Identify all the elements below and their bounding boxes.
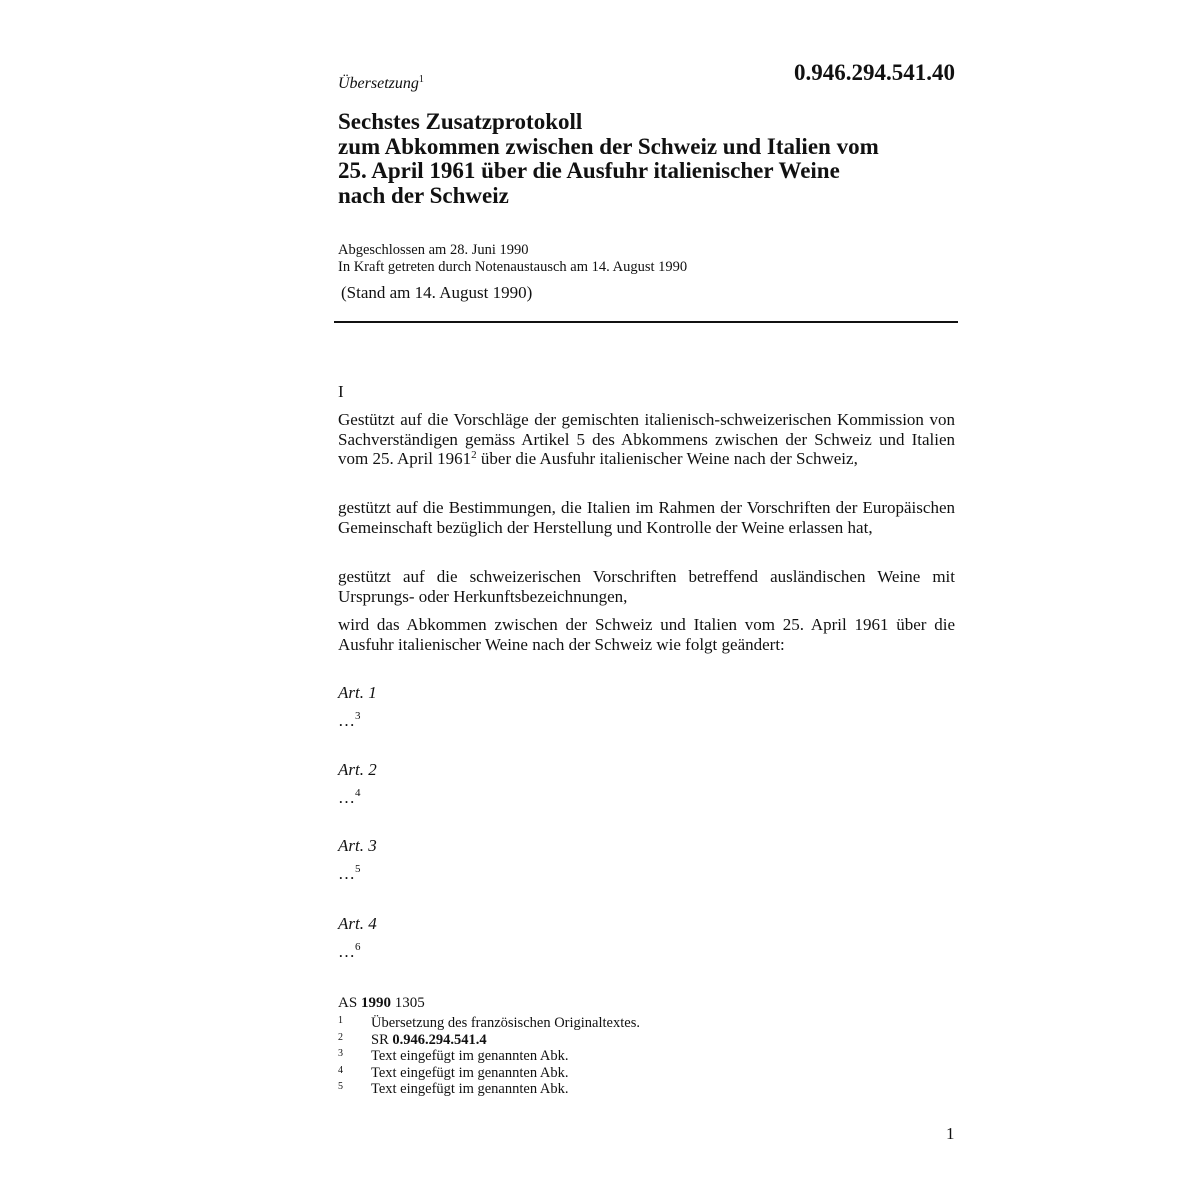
article-2-title: Art. 2 (338, 760, 377, 779)
preamble-paragraph-1 (338, 410, 955, 469)
title-line: nach der Schweiz (338, 182, 509, 208)
ellipsis: … (338, 711, 355, 730)
footnote-number: 5 (338, 1081, 343, 1092)
title-line: Sechstes Zusatzprotokoll (338, 109, 583, 134)
footnote-text (371, 1032, 487, 1049)
concluded-date: Abgeschlossen am 28. Juni 1990 (338, 242, 529, 258)
footnote (338, 1065, 640, 1082)
article-3-text (338, 864, 361, 884)
translation-label: Übersetzung (338, 75, 419, 92)
footnote-ref: 2 (471, 449, 477, 461)
article-1-text (338, 711, 361, 731)
in-force-date: In Kraft getreten durch Notenaustausch am 14. August 1990 (338, 259, 688, 275)
ellipsis: … (338, 942, 355, 961)
document-title (338, 110, 958, 208)
translation-footnote-ref: 1 (418, 74, 424, 85)
as-prefix: AS (338, 995, 358, 1011)
as-reference (338, 995, 425, 1012)
footnote-number: 3 (338, 1048, 343, 1059)
status-date: (Stand am 14. August 1990) (341, 283, 533, 302)
footnote-number: 2 (338, 1031, 343, 1043)
as-page: 1305 (394, 995, 425, 1011)
article-4-title: Art. 4 (338, 914, 377, 933)
title-line: zum Abkommen zwischen der Schweiz und Italien vom (338, 133, 879, 159)
footnote (338, 1048, 640, 1065)
document-meta (338, 242, 687, 276)
footnote-text: Text eingefügt im genannten Abk. (371, 1048, 569, 1064)
as-year: 1990 (360, 995, 391, 1011)
footnote-text: Text eingefügt im genannten Abk. (371, 1081, 569, 1097)
header-divider (334, 321, 958, 323)
preamble-paragraph-4: wird das Abkommen zwischen der Schweiz und Italien vom 25. April 1961 über die Ausfuhr italienischer Weine nach der Schweiz wie folgt geändert: (338, 615, 955, 654)
footnote-ref: 4 (355, 787, 361, 799)
paragraph-text: über die Ausfuhr italienischer Weine nach der Schweiz, (476, 449, 858, 468)
preamble-paragraph-2: gestützt auf die Bestimmungen, die Italien im Rahmen der Vorschriften der Europäischen Gemeinschaft bezüglich der Herstellung und Kontrolle der Weine erlassen hat, (338, 498, 955, 537)
paragraph-text: Gestützt auf die Vorschläge der gemischten italienisch-schweizerischen Kommission von Sachverständigen gemäss Artikel 5 des Abkommens zwischen der Schweiz und Italien vom 25. April 1961 (338, 410, 955, 468)
preamble-paragraph-3: gestützt auf die schweizerischen Vorschriften betreffend ausländischen Weine mit Ursprungs- oder Herkunftsbezeichnungen, (338, 567, 955, 606)
title-line: 25. April 1961 über die Ausfuhr italienischer Weine (338, 158, 840, 183)
ellipsis: … (338, 864, 355, 883)
footnote-prefix: SR (371, 1031, 389, 1048)
footnote-text: Übersetzung des französischen Originaltextes. (371, 1015, 640, 1031)
article-1-title: Art. 1 (338, 683, 377, 702)
footnotes (338, 1015, 640, 1098)
page-number: 1 (946, 1124, 955, 1143)
article-4-text (338, 942, 361, 962)
section-number: I (338, 382, 344, 401)
article-2-text (338, 788, 361, 808)
footnote (338, 1081, 640, 1098)
ellipsis: … (338, 788, 355, 807)
footnote (338, 1032, 640, 1049)
footnote-text: Text eingefügt im genannten Abk. (371, 1064, 569, 1081)
footnote-sr-number: 0.946.294.541.4 (392, 1031, 487, 1048)
footnote-number: 4 (338, 1064, 343, 1076)
footnote-ref: 5 (355, 863, 361, 875)
footnote (338, 1015, 640, 1032)
footnote-ref: 6 (355, 941, 361, 953)
translation-note (338, 74, 424, 93)
footnote-ref: 3 (355, 710, 361, 722)
article-3-title: Art. 3 (338, 836, 377, 855)
sr-number: 0.946.294.541.40 (794, 60, 955, 85)
footnote-number: 1 (338, 1015, 343, 1026)
